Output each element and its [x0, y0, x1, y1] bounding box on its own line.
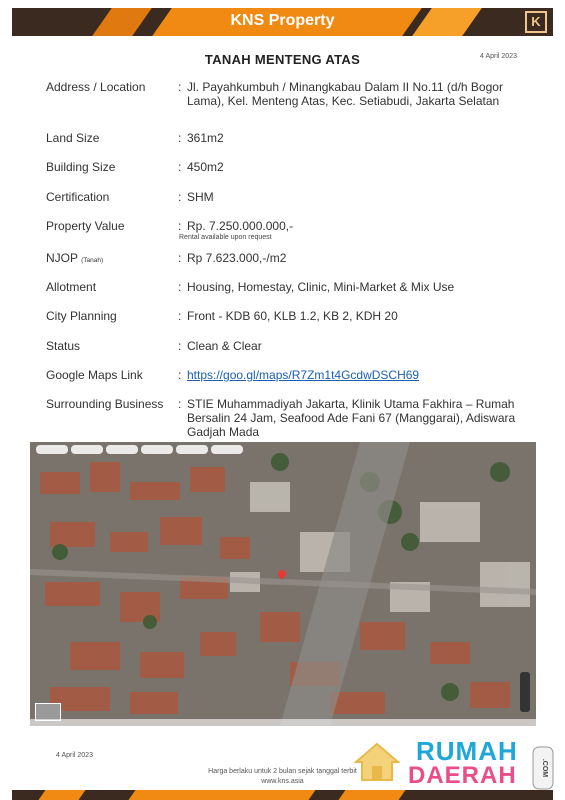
row-value: 361m2 — [187, 131, 224, 145]
row-colon: : — [178, 219, 182, 233]
brand-logo-icon: K — [525, 11, 547, 33]
footer-stripe — [38, 790, 85, 800]
row-label: Property Value — [46, 219, 125, 233]
row-colon: : — [178, 397, 182, 411]
row-value: SHM — [187, 190, 214, 204]
map-filter-chip[interactable] — [141, 445, 173, 454]
row-label: Address / Location — [46, 80, 146, 94]
row-label: Land Size — [46, 131, 100, 145]
row-value: Jl. Payahkumbuh / Minangkabau Dalam II No.11 (d/h Bogor Lama), Kel. Menteng Atas, Kec. Setiabudi, Jakarta Selatan — [187, 80, 503, 108]
document-title: TANAH MENTENG ATAS — [204, 52, 361, 67]
row-label: Status — [46, 339, 81, 353]
row-value: Front - KDB 60, KLB 1.2, KB 2, KDH 20 — [187, 309, 398, 323]
header-banner — [12, 8, 553, 36]
row-value-wrap — [187, 368, 525, 382]
row-colon: : — [178, 190, 182, 204]
map-filter-chip[interactable] — [176, 445, 208, 454]
row-label: Allotment — [46, 280, 97, 294]
map-filter-chip[interactable] — [71, 445, 103, 454]
brand-title: KNS Property — [230, 12, 335, 29]
footer-stripe — [128, 790, 315, 800]
watermark-line1: RUMAH — [416, 736, 518, 766]
watermark-suffix: .COM — [541, 758, 548, 778]
row-label-wrap — [46, 251, 176, 268]
row-colon: : — [178, 309, 182, 323]
row-label: Certification — [46, 190, 110, 204]
map-toolbar — [36, 445, 243, 454]
house-icon — [354, 742, 400, 782]
rental-note: Rental available upon request — [179, 234, 272, 241]
row-colon: : — [178, 160, 182, 174]
footer-url: www.kns.asia — [261, 778, 304, 785]
row-label-small: (Tanah) — [81, 257, 104, 264]
row-colon: : — [178, 339, 182, 353]
row-label: Google Maps Link — [46, 368, 143, 382]
row-label: NJOP — [46, 251, 78, 265]
row-value: Rp 7.623.000,-/m2 — [187, 251, 287, 265]
map-graphic — [30, 442, 536, 726]
watermark-badge — [532, 746, 554, 790]
row-colon: : — [178, 80, 182, 94]
row-label: Surrounding Business — [46, 397, 164, 411]
google-maps-link[interactable]: https://goo.gl/maps/R7Zm1t4GcdwDSCH69 — [187, 368, 420, 382]
row-label: City Planning — [46, 309, 117, 323]
row-colon: : — [178, 131, 182, 145]
row-value-wrap — [179, 219, 525, 242]
row-value: 450m2 — [187, 160, 224, 174]
row-value: Rp. 7.250.000.000,- — [187, 219, 294, 233]
map-filter-chip[interactable] — [211, 445, 243, 454]
map-filter-chip[interactable] — [106, 445, 138, 454]
document-date: 4 April 2023 — [480, 53, 517, 60]
map-attribution-bar — [30, 719, 536, 726]
row-colon: : — [178, 251, 182, 265]
row-label: Building Size — [46, 160, 116, 174]
satellite-map-image[interactable] — [30, 442, 536, 726]
row-value: STIE Muhammadiyah Jakarta, Klinik Utama Fakhira – Rumah Bersalin 24 Jam, Seafood Ade Fani 67 (Manggarai), Adiswara Gadjah Mada — [187, 397, 516, 439]
footer-note: Harga berlaku untuk 2 bulan sejak tanggal terbit — [208, 768, 357, 775]
watermark-line2: DAERAH — [408, 762, 517, 789]
watermark — [354, 732, 554, 792]
map-filter-chip[interactable] — [36, 445, 68, 454]
row-colon: : — [178, 368, 182, 382]
footer-date: 4 April 2023 — [56, 752, 93, 759]
zoom-controls[interactable] — [520, 672, 530, 712]
row-colon: : — [178, 280, 182, 294]
row-value: Housing, Homestay, Clinic, Mini-Market & Mix Use — [187, 280, 455, 294]
row-value: Clean & Clear — [187, 339, 262, 353]
